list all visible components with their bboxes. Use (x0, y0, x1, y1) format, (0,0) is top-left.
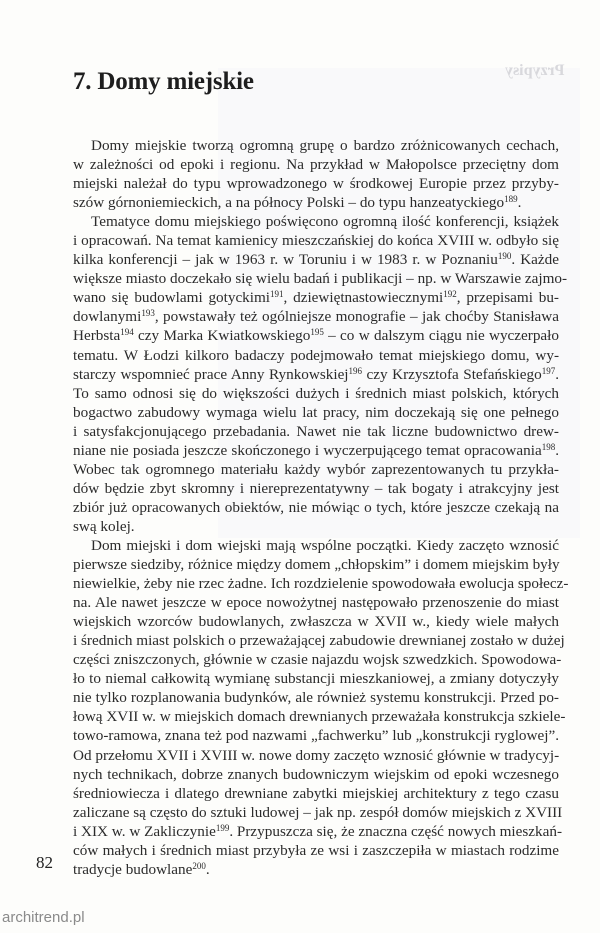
line-text: . (555, 365, 559, 383)
text-line (73, 860, 559, 879)
text-line (73, 193, 559, 212)
line-text: szów górnoniemieckich, a na północy Polski – do typu hanzeatyckiego (73, 194, 505, 212)
line-text: pierwsze siedziby, różnice między domem „chłopskim” i domem miejskim były (73, 556, 560, 574)
line-text: czy Marka Kwiatkowskiego (133, 327, 311, 345)
text-line (73, 784, 559, 803)
text-line (73, 536, 559, 555)
line-text: niane nie posiada jeszcze skończonego i wyczerpującego temat opracowania (73, 441, 542, 459)
line-text: , powstawały też ogólniejsze monografie – jak choćby Stanisława (154, 308, 559, 326)
text-line (73, 555, 559, 574)
line-text: i XIX w. w Zakliczynie (73, 822, 216, 840)
text-line (73, 612, 559, 631)
line-text: tradycje budowlane (73, 860, 193, 878)
footnote-ref: 192 (443, 289, 457, 300)
line-text: wiejskich wzorców budowlanych, zwłaszcza w XVII w., kiedy wiele małych (73, 613, 559, 631)
showthrough-heading: Przypisy (505, 62, 565, 79)
line-text: kilka konferencji – jak w 1963 r. w Toruniu i w 1983 r. w Poznaniu (73, 251, 498, 269)
line-text: Herbsta (73, 327, 121, 345)
line-text: części zniszczonych, głównie w czasie najazdu wojsk szwedzkich. Spowodowa- (73, 651, 562, 669)
text-line (73, 669, 559, 688)
line-text: i opracowań. Na temat kamienicy mieszczańskiej do końca XVIII w. odbyło się (73, 232, 559, 250)
line-text: i satysfakcjonującego przebadania. Nawet nie tak liczne budownictwo drew- (73, 422, 559, 440)
footnote-ref: 189 (504, 194, 518, 205)
line-text: bogactwo zabudowy wymaga wielu lat pracy, nim doczekają się one pełnego (73, 403, 559, 421)
line-text: miejski należał do typu wprowadzonego w środkowej Europie przez przyby- (73, 175, 559, 193)
text-line (73, 479, 559, 498)
text-line (73, 707, 566, 726)
text-line (73, 460, 559, 479)
text-line (73, 841, 559, 860)
line-text: , przepisami bu- (456, 289, 559, 307)
line-text: dów będzie zbyt skromny i niereprezentatywny – tak bogaty i atrakcyjny jest (73, 479, 559, 497)
text-line (73, 726, 559, 745)
line-text: czy Krzysztofa Stefańskiego (362, 365, 542, 383)
text-line (73, 212, 559, 231)
text-line (73, 403, 559, 422)
footnote-ref: 199 (215, 822, 230, 833)
chapter-title: 7. Domy miejskie (73, 68, 254, 95)
text-line (73, 231, 559, 250)
line-text: ców małych i średnich miast przybyła ze wsi i zaszczepiła w miastach rodzime (73, 841, 559, 859)
line-text: – co w dalszym ciągu nie wyczerpało (323, 327, 559, 345)
text-line (73, 746, 559, 765)
text-line (73, 574, 569, 593)
text-line (73, 498, 559, 517)
text-line (73, 346, 559, 365)
text-line (73, 307, 559, 326)
watermark: architrend.pl (2, 909, 85, 926)
text-line (73, 326, 559, 345)
line-text: towo-ramowa, znana też pod nazwami „fachwerku” lub „konstrukcji ryglowej”. (73, 727, 559, 745)
line-text: nie tylko rozplanowania budynków, ale również systemu konstrukcji. Przed po- (73, 689, 559, 707)
line-text: . (205, 860, 210, 878)
line-text: starczy wspomnieć prace Anny Rynkowskiej (73, 365, 349, 383)
footnote-ref: 200 (192, 860, 206, 871)
text-line (73, 822, 563, 841)
footnote-ref: 190 (497, 251, 512, 262)
text-line (73, 517, 559, 536)
line-text: dowlanymi (73, 308, 142, 326)
footnote-ref: 195 (310, 327, 324, 338)
line-text: Dom miejski i dom wiejski mają wspólne początki. Kiedy zaczęto wznosić (91, 536, 559, 554)
text-line (73, 593, 559, 612)
text-line (73, 288, 559, 307)
line-text: zbiór już opracowanych obiektów, nie mówiąc o tych, które jeszcze czekają na (73, 498, 559, 516)
text-line (73, 441, 559, 460)
line-text: średniowiecza i dlatego drewniane zabytki miejskiej architektury z tego czasu (73, 784, 559, 802)
text-line (73, 765, 559, 784)
text-line (73, 174, 559, 193)
text-line (73, 422, 559, 441)
text-line (73, 688, 559, 707)
text-line (73, 136, 559, 155)
line-text: Wobec tak ogromnego materiału każdy wybór zaprezentowanych tu przykła- (73, 460, 559, 478)
text-line (73, 365, 559, 384)
footnote-ref: 191 (270, 289, 284, 300)
text-line (73, 269, 568, 288)
line-text: wano się budowlami gotyckimi (73, 289, 271, 307)
text-line (73, 250, 559, 269)
line-text: Tematyce domu miejskiego poświęcono ogromną ilość konferencji, książek (91, 213, 559, 231)
footnote-ref: 194 (120, 327, 134, 338)
line-text: łową XVII w. w miejskich domach drewnianych przeważała konstrukcja szkiele- (73, 708, 566, 726)
line-text: tematu. W Łodzi kilkoro badaczy podejmowało temat miejskiego domu, wy- (73, 346, 559, 364)
line-text: . (517, 194, 522, 212)
text-line (73, 631, 565, 650)
text-line (73, 384, 559, 403)
line-text: Domy miejskie tworzą ogromną grupę o bardzo zróżnicowanych cechach, (91, 137, 559, 154)
page-number: 82 (36, 853, 53, 872)
text-line (73, 803, 563, 822)
line-text: na. Ale nawet jeszcze w epoce nowożytnej następowało przenoszenie do miast (73, 594, 559, 612)
line-text: , dziewiętnastowiecznymi (283, 289, 444, 307)
line-text: i średnich miast polskich o przeważającej zabudowie drewnianej zostało w dużej (73, 632, 565, 650)
footnote-ref: 196 (348, 365, 363, 376)
line-text: niewielkie, żeby nie rzec żadne. Ich rozdzielenie spowodowała ewolucja społecz- (73, 575, 569, 593)
line-text: Od przełomu XVII i XVIII w. nowe domy zaczęto wznosić głównie w tradycyj- (73, 746, 560, 764)
footnote-ref: 193 (141, 308, 155, 319)
line-text: w zależności od epoki i regionu. Na przykład w Małopolsce przeciętny dom (73, 156, 559, 174)
text-line (73, 155, 559, 174)
text-line (73, 650, 562, 669)
line-text: zaliczane są często do sztuki ludowej – jak np. zespół domów miejskich z XVIII (73, 803, 563, 821)
line-text: . Przypuszcza się, że znaczna część nowych mieszkań- (229, 822, 563, 840)
body-text (73, 136, 569, 879)
line-text: . (555, 441, 559, 459)
line-text: ło to niemal całkowitą wymianę substancji mieszkaniowej, a zmiany dotyczyły (73, 670, 559, 688)
line-text: . Każde (511, 251, 559, 269)
line-text: swą kolej. (73, 517, 135, 535)
line-text: To samo odnosi się do większości dużych i średnich miast polskich, których (73, 384, 559, 402)
footnote-ref: 197 (541, 365, 556, 376)
line-text: większe miasto doczekało się wielu badań i publikacji – np. w Warszawie zajmo- (73, 270, 568, 288)
footnote-ref: 198 (541, 441, 556, 452)
line-text: nych technikach, dobrze znanych budowniczym wiejskim od epoki wczesnego (73, 765, 559, 783)
